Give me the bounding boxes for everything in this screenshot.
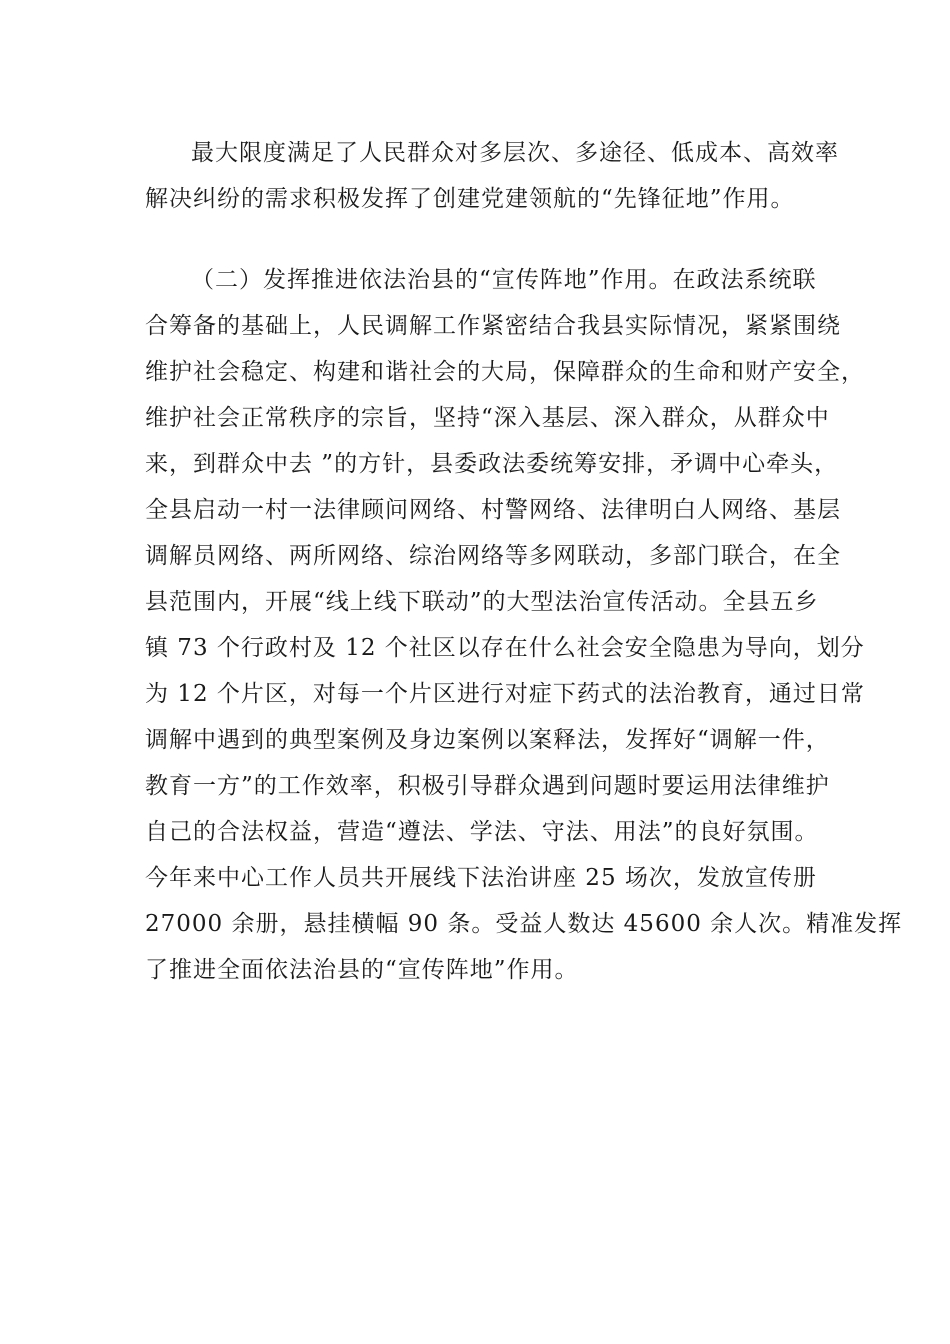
paragraph-2-line-14: 今年来中心工作人员共开展线下法治讲座 25 场次，发放宣传册 [145,865,817,891]
paragraph-2-line-9: 镇 73 个行政村及 12 个社区以存在什么社会安全隐患为导向，划分 [145,635,865,661]
paragraph-2-line-2: 合筹备的基础上，人民调解工作紧密结合我县实际情况，紧紧围绕 [145,313,841,339]
paragraph-2-line-8: 县范围内，开展“线上线下联动”的大型法治宣传活动。全县五乡 [145,589,819,615]
paragraph-2-line-6: 全县启动一村一法律顾问网络、村警网络、法律明白人网络、基层 [145,497,841,523]
paragraph-2-line-3: 维护社会稳定、构建和谐社会的大局，保障群众的生命和财产安全， [145,359,865,385]
paragraph-2-line-11: 调解中遇到的典型案例及身边案例以案释法，发挥好“调解一件， [145,727,830,753]
paragraph-2-line-15: 27000 余册，悬挂横幅 90 条。受益人数达 45600 余人次。精准发挥 [145,911,903,937]
paragraph-2-line-5: 来，到群众中去 ”的方针，县委政法委统筹安排，矛调中心牵头， [145,451,839,477]
paragraph-2-line-13: 自己的合法权益，营造“遵法、学法、守法、用法”的良好氛围。 [145,819,819,845]
paragraph-1-line-2: 解决纠纷的需求积极发挥了创建党建领航的“先锋征地”作用。 [145,186,795,212]
paragraph-2-line-1: （二）发挥推进依法治县的“宣传阵地”作用。在政法系统联 [191,267,817,293]
paragraph-2-line-12: 教育一方”的工作效率，积极引导群众遇到问题时要运用法律维护 [145,773,830,799]
paragraph-1-line-1: 最大限度满足了人民群众对多层次、多途径、低成本、高效率 [191,140,839,166]
paragraph-2-line-4: 维护社会正常秩序的宗旨，坚持“深入基层、深入群众，从群众中 [145,405,830,431]
paragraph-2-line-7: 调解员网络、两所网络、综治网络等多网联动，多部门联合，在全 [145,543,841,569]
paragraph-2-line-16: 了推进全面依法治县的“宣传阵地”作用。 [145,957,579,983]
paragraph-2-line-10: 为 12 个片区，对每一个片区进行对症下药式的法治教育，通过日常 [145,681,865,707]
